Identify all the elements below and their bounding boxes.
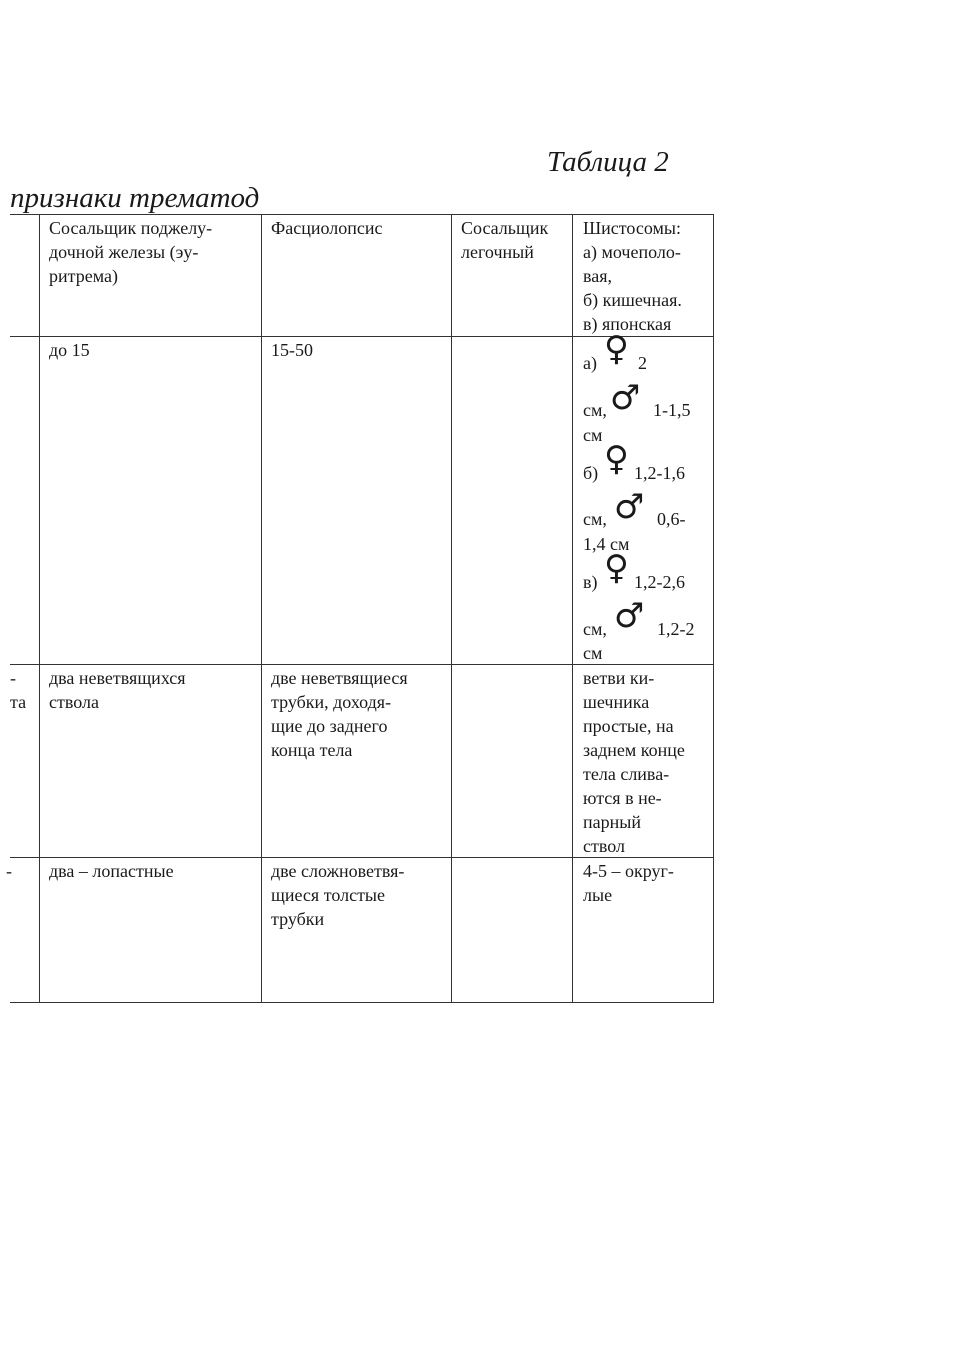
- male-symbol-icon: ♂: [610, 378, 641, 418]
- size-cell-eurytrema: до 15: [49, 340, 90, 360]
- testes-cell-label-fragment: -: [6, 861, 12, 881]
- table-col-divider: [451, 214, 452, 1003]
- table-border-top: [10, 214, 714, 215]
- table-title: признаки трематод: [10, 182, 260, 214]
- table-number: Таблица 2: [547, 146, 669, 178]
- female-symbol-icon: ♀: [604, 439, 629, 479]
- male-symbol-icon: ♂: [614, 487, 645, 527]
- table-row-divider: [10, 664, 714, 665]
- size-cell-fasciolopsis: 15-50: [271, 340, 313, 360]
- female-symbol-icon: ♀: [604, 548, 629, 588]
- table-col-divider: [261, 214, 262, 1003]
- table-border-right: [713, 214, 714, 1003]
- male-symbol-icon: ♂: [614, 596, 645, 636]
- table-col-divider: [39, 214, 40, 1003]
- table-border-bottom: [10, 1002, 714, 1003]
- table-col-divider: [572, 214, 573, 1003]
- female-symbol-icon: ♀: [604, 329, 629, 369]
- testes-cell-eurytrema: два – лопастные: [49, 861, 174, 881]
